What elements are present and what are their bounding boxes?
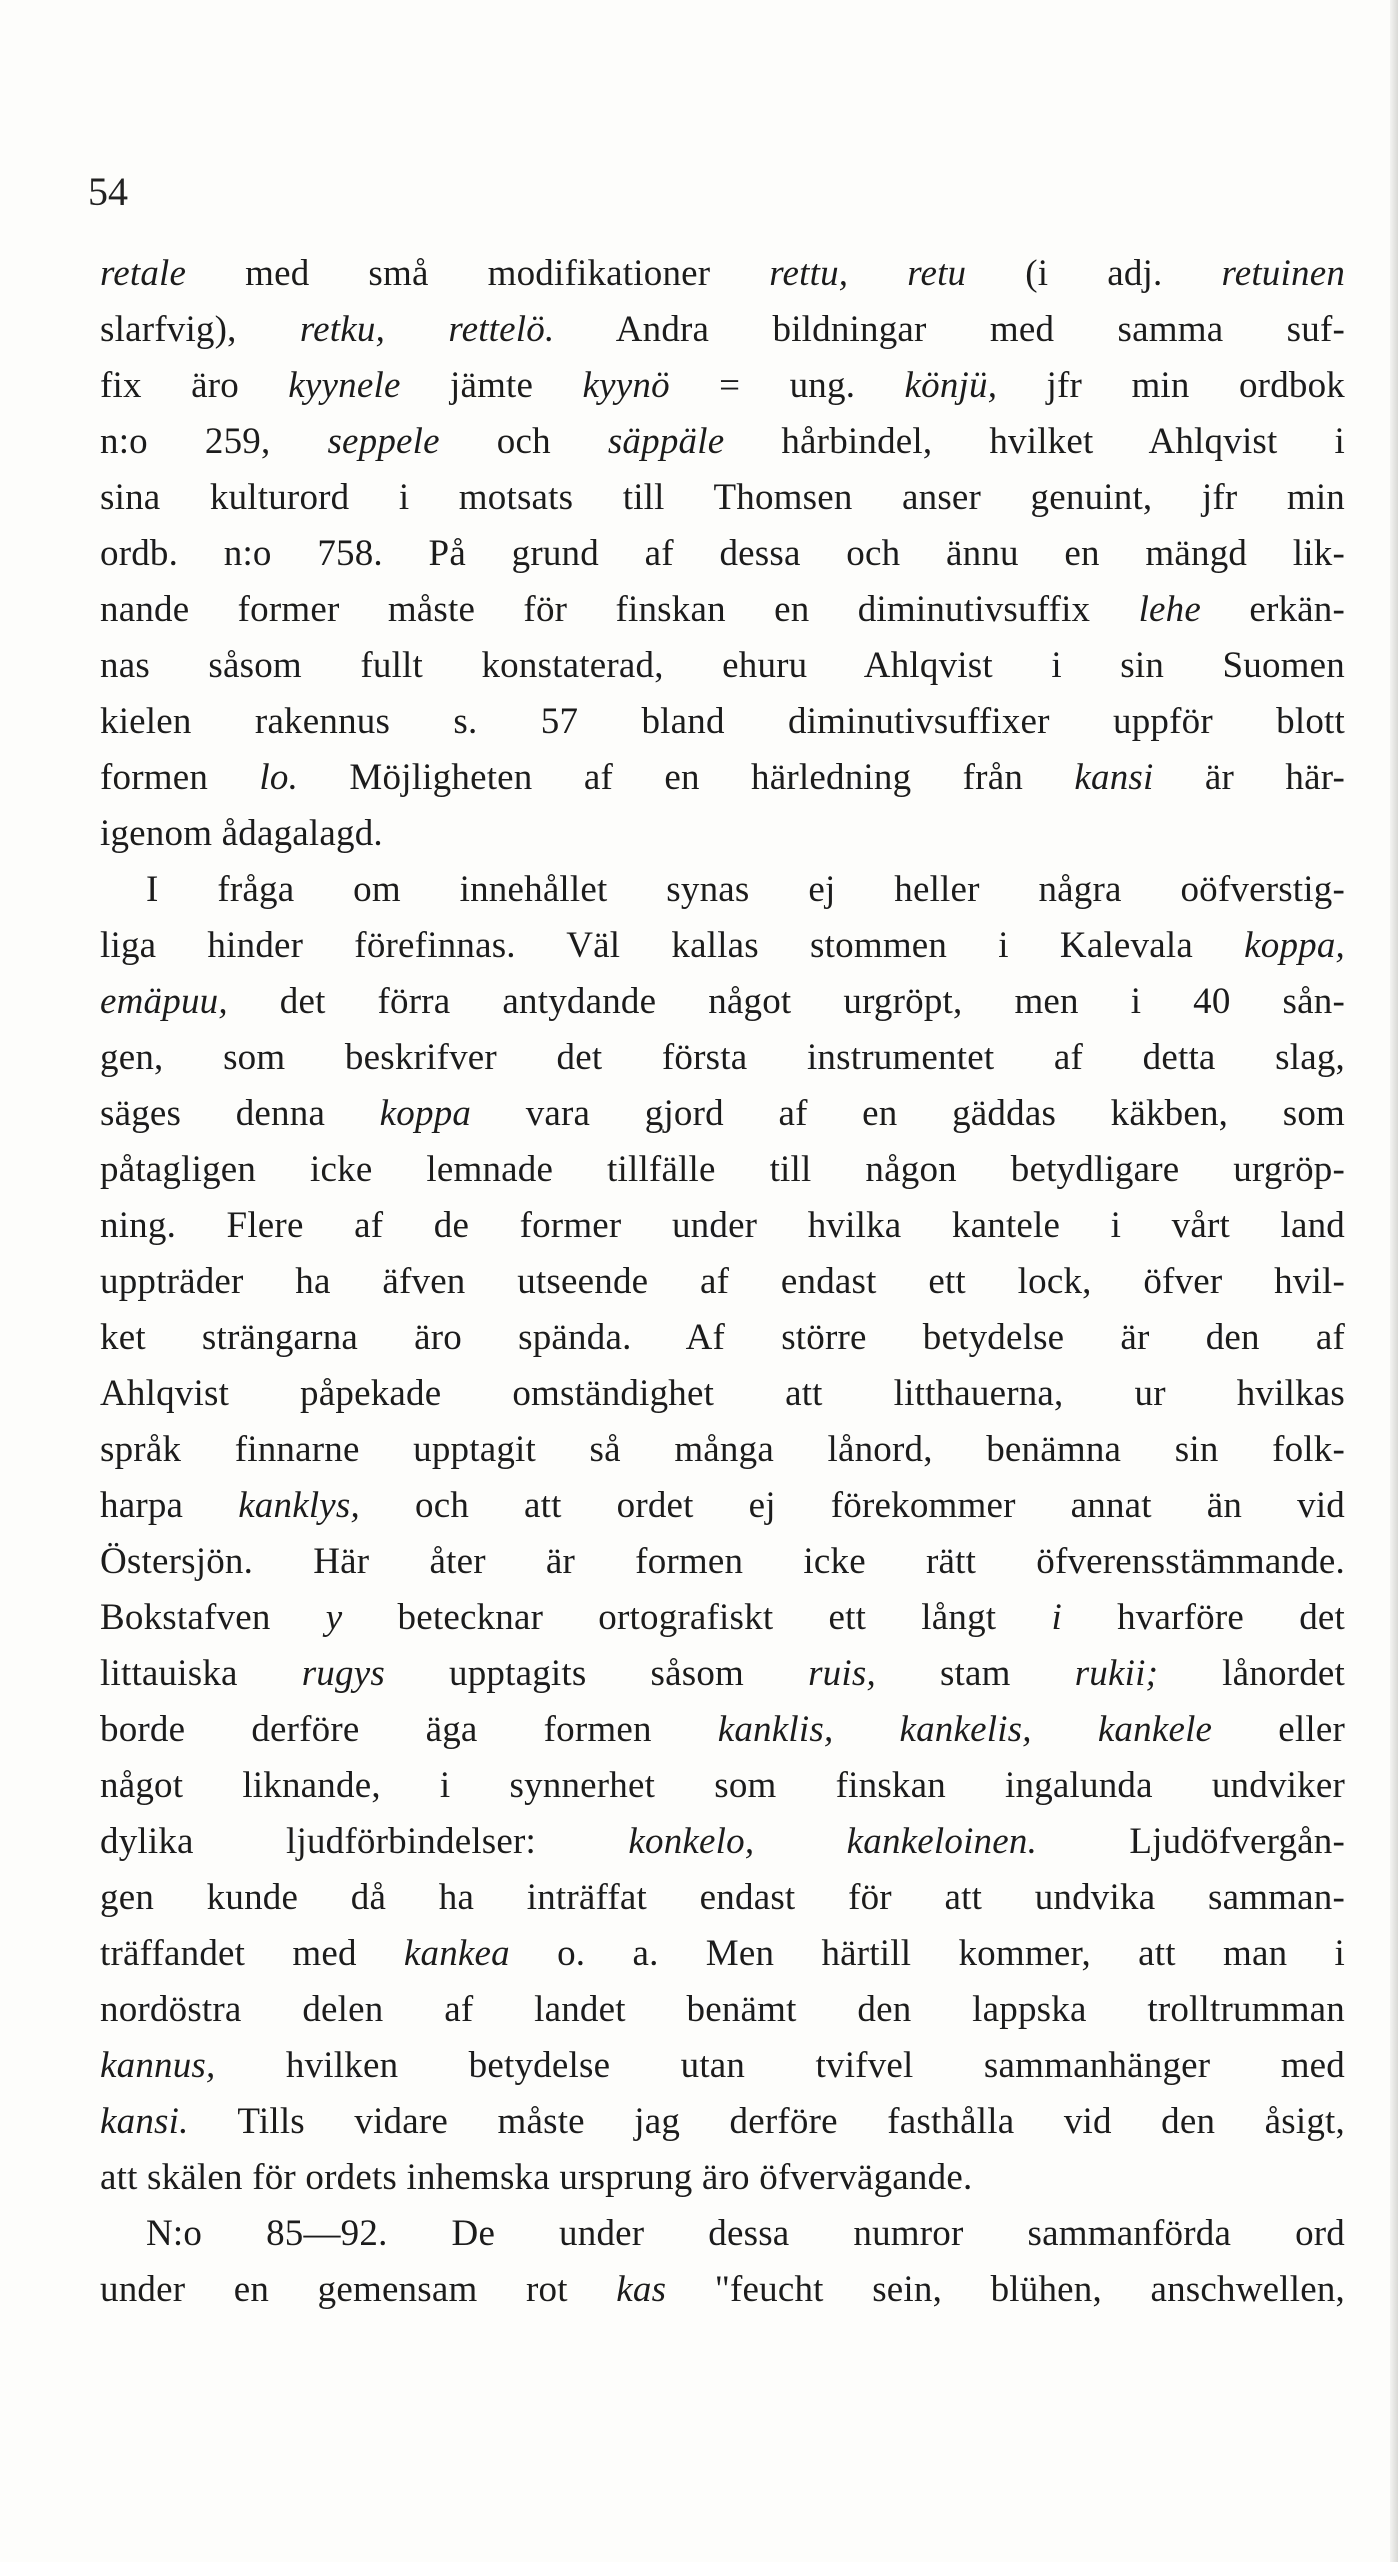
- text-run: harpa: [100, 1485, 239, 1526]
- text-run: borde derföre äga formen: [100, 1709, 718, 1750]
- page-edge-shadow: [1390, 0, 1398, 2562]
- italic-term: rukii;: [1074, 1653, 1159, 1694]
- text-line: [100, 358, 1345, 414]
- text-line: [100, 1422, 1345, 1478]
- text-line: [100, 2038, 1345, 2094]
- text-run: formen: [100, 757, 260, 798]
- text-run: ning. Flere af de former under hvilka kantele i vårt land: [100, 1205, 1345, 1246]
- text-line: [100, 1870, 1345, 1926]
- text-run: betecknar ortografiskt ett långt: [342, 1597, 1052, 1638]
- text-line: [100, 1142, 1345, 1198]
- italic-term: koppa: [379, 1093, 472, 1134]
- text-run: dylika ljudförbindelser:: [100, 1821, 629, 1862]
- text-run: Möjligheten af en härledning från: [298, 757, 1075, 798]
- text-run: med små modifikationer: [186, 253, 770, 294]
- text-run: Andra bildningar med samma suf-: [554, 309, 1345, 350]
- text-run: nas såsom fullt konstaterad, ehuru Ahlqvist i sin Suomen: [100, 645, 1345, 686]
- text-run: upptagits såsom: [384, 1653, 809, 1694]
- text-run: Tills vidare måste jag derföre fasthålla vid den åsigt,: [188, 2101, 1345, 2142]
- text-line: [100, 1646, 1345, 1702]
- text-run: fix äro: [100, 365, 289, 406]
- italic-term: koppa,: [1244, 925, 1345, 966]
- italic-term: kas: [616, 2269, 667, 2310]
- text-line: [100, 862, 1345, 918]
- italic-term: retale: [100, 253, 187, 294]
- text-line: [100, 2262, 1345, 2318]
- text-line: [100, 414, 1345, 470]
- italic-term: kannus,: [100, 2045, 216, 2086]
- text-line: [100, 470, 1345, 526]
- text-line: [100, 1086, 1345, 1142]
- italic-term: kansi: [1074, 757, 1154, 798]
- italic-term: kanklys,: [238, 1485, 360, 1526]
- italic-term: könjü,: [904, 365, 998, 406]
- text-run: Östersjön. Här åter är formen icke rätt öfverensstämmande.: [100, 1541, 1345, 1582]
- italic-term: retku, rettelö.: [299, 309, 555, 350]
- text-line: [100, 1590, 1345, 1646]
- text-run: något liknande, i synnerhet som finskan ingalunda undviker: [100, 1765, 1345, 1806]
- page-number: 54: [88, 169, 128, 214]
- italic-term: rettu, retu: [769, 253, 967, 294]
- text-line: [100, 1814, 1345, 1870]
- text-run: språk finnarne upptagit så många lånord, benämna sin folk-: [100, 1429, 1345, 1470]
- text-run: nordöstra delen af landet benämt den lappska trolltrumman: [100, 1989, 1345, 2030]
- text-run: är här-: [1153, 757, 1346, 798]
- text-line: [100, 694, 1345, 750]
- text-line: [100, 918, 1345, 974]
- text-line: [100, 2094, 1345, 2150]
- text-run: eller: [1212, 1709, 1345, 1750]
- italic-term: kyynele: [288, 365, 401, 406]
- text-run: "feucht sein, blühen, anschwellen,: [666, 2269, 1345, 2310]
- text-run: kielen rakennus s. 57 bland diminutivsuffixer uppför blott: [100, 701, 1345, 742]
- text-line: [100, 246, 1345, 302]
- italic-term: seppele: [327, 421, 440, 462]
- text-run: nande former måste för finskan en diminutivsuffix: [100, 589, 1139, 630]
- text-run: gen kunde då ha inträffat endast för att undvika samman-: [100, 1877, 1345, 1918]
- text-run: slarfvig),: [100, 309, 300, 350]
- italic-term: rugys: [301, 1653, 385, 1694]
- italic-term: säppäle: [607, 421, 725, 462]
- text-line: [100, 1926, 1345, 1982]
- italic-term: y: [325, 1597, 343, 1638]
- text-run: erkän-: [1201, 589, 1346, 630]
- text-run: n:o 259,: [100, 421, 328, 462]
- text-line: [100, 2150, 1345, 2206]
- text-run: säges denna: [100, 1093, 380, 1134]
- text-run: gen, som beskrifver det första instrumentet af detta slag,: [100, 1037, 1345, 1078]
- text-line: [100, 526, 1345, 582]
- italic-term: retuinen: [1221, 253, 1346, 294]
- text-line: [100, 1198, 1345, 1254]
- text-run: = ung.: [669, 365, 905, 406]
- text-run: jämte: [400, 365, 583, 406]
- italic-term: kankea: [403, 1933, 510, 1974]
- text-run: stam: [875, 1653, 1075, 1694]
- text-run: sina kulturord i motsats till Thomsen anser genuint, jfr min: [100, 477, 1345, 518]
- text-line: [100, 1758, 1345, 1814]
- text-line: [100, 638, 1345, 694]
- text-run: och att ordet ej förekommer annat än vid: [359, 1485, 1345, 1526]
- text-line: [100, 750, 1345, 806]
- italic-term: konkelo, kankeloinen.: [628, 1821, 1038, 1862]
- text-run: o. a. Men härtill kommer, att man i: [509, 1933, 1346, 1974]
- text-run: I fråga om innehållet synas ej heller några oöfverstig-: [146, 869, 1345, 910]
- text-run: ordb. n:o 758. På grund af dessa och ännu en mängd lik-: [100, 533, 1345, 574]
- text-line: [100, 1030, 1345, 1086]
- text-run: Ljudöfvergån-: [1037, 1821, 1345, 1862]
- italic-term: i: [1051, 1597, 1062, 1638]
- text-run: igenom ådagalagd.: [100, 813, 383, 854]
- text-run: [1032, 1709, 1098, 1750]
- text-run: jfr min ordbok: [997, 365, 1345, 406]
- text-line: [100, 302, 1345, 358]
- italic-term: ruis,: [808, 1653, 876, 1694]
- text-line: [100, 806, 1345, 862]
- text-run: (i adj.: [966, 253, 1222, 294]
- text-run: N:o 85—92. De under dessa numror sammanförda ord: [146, 2213, 1345, 2254]
- text-line: [100, 1310, 1345, 1366]
- text-run: vara gjord af en gäddas käkben, som: [471, 1093, 1345, 1134]
- text-line: [100, 1702, 1345, 1758]
- text-line: [100, 1478, 1345, 1534]
- text-run: hårbindel, hvilket Ahlqvist i: [724, 421, 1345, 462]
- italic-term: kyynö: [582, 365, 670, 406]
- text-line: [100, 1534, 1345, 1590]
- text-run: ket strängarna äro spända. Af större betydelse är den af: [100, 1317, 1345, 1358]
- italic-term: kankele: [1097, 1709, 1213, 1750]
- italic-term: lo.: [259, 757, 299, 798]
- text-line: [100, 582, 1345, 638]
- italic-term: lehe: [1138, 589, 1202, 630]
- text-line: [100, 1982, 1345, 2038]
- text-line: [100, 1254, 1345, 1310]
- italic-term: kansi.: [100, 2101, 189, 2142]
- text-run: träffandet med: [100, 1933, 404, 1974]
- text-line: [100, 2206, 1345, 2262]
- text-run: lånordet: [1158, 1653, 1345, 1694]
- italic-term: kanklis, kankelis,: [717, 1709, 1032, 1750]
- body-text: [100, 246, 1345, 2318]
- text-run: uppträder ha äfven utseende af endast ett lock, öfver hvil-: [100, 1261, 1345, 1302]
- text-run: påtagligen icke lemnade tillfälle till någon betydligare urgröp-: [100, 1149, 1345, 1190]
- text-run: Ahlqvist påpekade omständighet att litthauerna, ur hvilkas: [100, 1373, 1345, 1414]
- text-run: hvilken betydelse utan tvifvel sammanhänger med: [215, 2045, 1345, 2086]
- italic-term: emäpuu,: [100, 981, 228, 1022]
- text-run: Bokstafven: [100, 1597, 326, 1638]
- text-line: [100, 974, 1345, 1030]
- text-run: littauiska: [100, 1653, 302, 1694]
- text-run: och: [439, 421, 608, 462]
- text-run: under en gemensam rot: [100, 2269, 617, 2310]
- text-line: [100, 1366, 1345, 1422]
- text-run: hvarföre det: [1061, 1597, 1345, 1638]
- text-run: det förra antydande något urgröpt, men i 40 sån-: [227, 981, 1345, 1022]
- text-run: att skälen för ordets inhemska ursprung äro öfvervägande.: [100, 2157, 973, 2198]
- text-run: liga hinder förefinnas. Väl kallas stommen i Kalevala: [100, 925, 1245, 966]
